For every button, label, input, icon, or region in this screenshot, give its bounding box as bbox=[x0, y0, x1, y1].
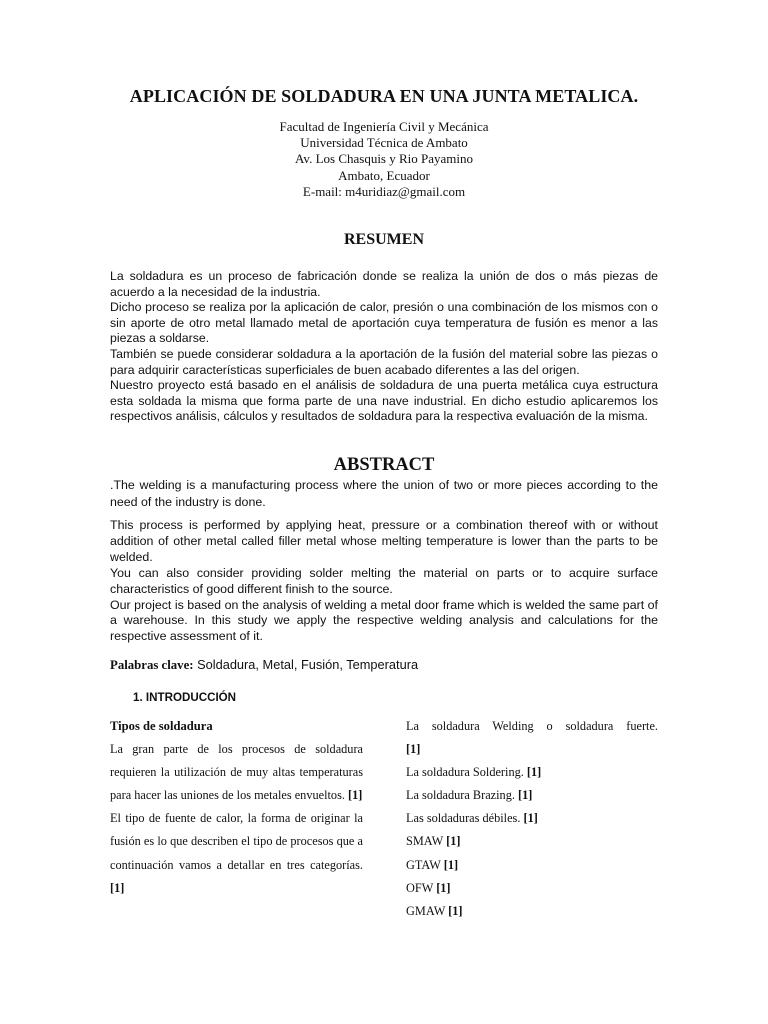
abstract-body bbox=[110, 518, 658, 645]
citation-ref: [1] bbox=[436, 880, 451, 895]
list-item-ref-line bbox=[406, 738, 658, 761]
intro-paragraph bbox=[110, 738, 363, 807]
welding-types-list bbox=[406, 715, 658, 923]
citation-ref: [1] bbox=[443, 857, 459, 872]
intro-paragraph bbox=[110, 807, 363, 899]
citation-ref: [1] bbox=[526, 765, 542, 780]
list-item bbox=[406, 854, 658, 877]
list-item bbox=[406, 761, 658, 784]
list-item-text: SMAW bbox=[406, 834, 447, 849]
abstract-paragraph: .The welding is a manufacturing process where the union of two or more pieces according to the need of the industry is done. bbox=[110, 478, 658, 509]
affiliation-block bbox=[0, 119, 768, 200]
citation-ref: [1] bbox=[110, 880, 125, 895]
intro-paragraph-text: La gran parte de los procesos de soldadura requieren la utilización de muy altas temperaturas para hacer las uniones de los metales envueltos. bbox=[110, 742, 363, 803]
list-item-text: GTAW bbox=[406, 857, 444, 872]
abstract-paragraph: You can also consider providing solder melting the material on parts or to acquire surface characteristics of good different finish to the source. bbox=[110, 565, 658, 596]
keywords-line bbox=[110, 657, 418, 673]
paper-title: APLICACIÓN DE SOLDADURA EN UNA JUNTA METALICA. bbox=[129, 86, 639, 106]
list-item-text: La soldadura Soldering. bbox=[406, 765, 527, 780]
abstract-paragraph: Our project is based on the analysis of welding a metal door frame which is welded the same part of a warehouse. In this study we apply the respective welding analysis and calculations for the respective assessment of it. bbox=[110, 597, 658, 644]
citation-ref: [1] bbox=[523, 811, 538, 826]
citation-ref: [1] bbox=[448, 903, 463, 918]
list-item bbox=[406, 715, 658, 738]
resumen-paragraph: Nuestro proyecto está basado en el análisis de soldadura de una puerta metálica cuya estructura esta soldada la misma que forma parte de una nave industrial. En dicho estudio aplicaremos los respectivos análisis, cálculos y resultados de soldadura para la respectiva evaluación de la misma. bbox=[110, 378, 658, 424]
affiliation-university: Universidad Técnica de Ambato bbox=[300, 135, 468, 151]
resumen-body bbox=[110, 269, 658, 425]
list-item-text: La soldadura Welding o soldadura fuerte. bbox=[406, 719, 658, 733]
keywords-label: Palabras clave: bbox=[110, 658, 194, 672]
affiliation-faculty: Facultad de Ingeniería Civil y Mecánica bbox=[279, 119, 489, 134]
resumen-heading: RESUMEN bbox=[343, 231, 424, 248]
abstract-heading: ABSTRACT bbox=[333, 455, 435, 475]
list-item bbox=[406, 877, 658, 900]
affiliation-address: Av. Los Chasquis y Rio Payamino bbox=[294, 151, 474, 167]
citation-ref: [1] bbox=[406, 742, 421, 757]
list-item-text: Las soldaduras débiles. bbox=[406, 811, 524, 826]
abstract-paragraph: This process is performed by applying heat, pressure or a combination thereof with or without addition of other metal called filler metal whose melting temperature is lower than the parts to be welded. bbox=[110, 518, 658, 564]
citation-ref: [1] bbox=[348, 788, 363, 803]
list-item-text: OFW bbox=[406, 880, 437, 895]
list-item-text: GMAW bbox=[406, 903, 449, 918]
affiliation-email: E-mail: m4uridiaz@gmail.com bbox=[302, 183, 466, 199]
intro-left-column bbox=[110, 715, 363, 900]
section-heading-introduccion: 1. INTRODUCCIÓN bbox=[133, 691, 237, 704]
list-item bbox=[406, 807, 658, 830]
list-item bbox=[406, 784, 658, 807]
keywords-value: Soldadura, Metal, Fusión, Temperatura bbox=[193, 657, 419, 672]
list-item bbox=[406, 900, 658, 923]
abstract-intro bbox=[110, 477, 658, 510]
resumen-paragraph: También se puede considerar soldadura a la aportación de la fusión del material sobre las piezas o para adquirir características superficiales de buen acabado diferentes a las del origen. bbox=[110, 346, 658, 377]
citation-ref: [1] bbox=[518, 788, 533, 803]
list-item bbox=[406, 830, 658, 853]
subsection-heading: Tipos de soldadura bbox=[110, 719, 213, 733]
resumen-paragraph: La soldadura es un proceso de fabricación donde se realiza la unión de dos o más piezas de acuerdo a la necesidad de la industria. bbox=[110, 269, 658, 299]
list-item-text: La soldadura Brazing. bbox=[406, 788, 518, 803]
resumen-paragraph: Dicho proceso se realiza por la aplicación de calor, presión o una combinación de los mismos con o sin aporte de otro metal llamado metal de aportación cuya temperatura de fusión es menor a las piezas a soldarse. bbox=[110, 300, 658, 346]
citation-ref: [1] bbox=[446, 834, 461, 849]
affiliation-city: Ambato, Ecuador bbox=[338, 167, 430, 183]
intro-paragraph-text: El tipo de fuente de calor, la forma de originar la fusión es lo que describen el tipo de procesos que a continuación vamos a detallar en tres categorías. bbox=[110, 811, 363, 872]
